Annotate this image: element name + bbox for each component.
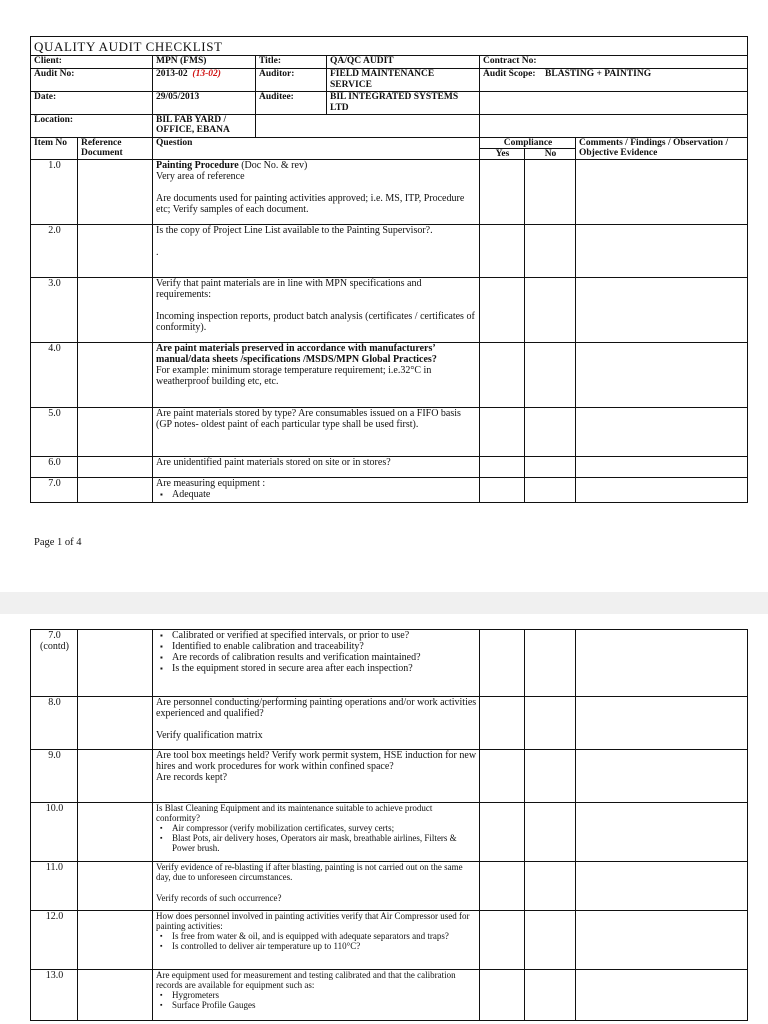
audit-scope: Audit Scope: BLASTING + PAINTING — [480, 69, 748, 92]
no-checkbox[interactable] — [525, 457, 576, 478]
question-cell: Painting Procedure (Doc No. & rev) Very area of reference Are documents used for painting activities approved; i.e. MS, ITP, Procedure etc; Verify samples of each document. — [153, 160, 480, 225]
reference-cell — [78, 970, 153, 1021]
comments-field[interactable] — [576, 478, 748, 503]
question-cell: Are paint materials preserved in accordance with manufacturers’ manual/data sheets /specifications /MSDS/MPN Global Practices? For example: minimum storage temperature requirement; i.e.32°C in weatherproof building etc, etc. — [153, 343, 480, 408]
date-label: Date: — [31, 92, 153, 115]
reference-cell — [78, 160, 153, 225]
yes-checkbox[interactable] — [480, 697, 525, 750]
comments-field[interactable] — [576, 630, 748, 697]
table-row — [31, 478, 748, 503]
table-row — [31, 457, 748, 478]
no-checkbox[interactable] — [525, 697, 576, 750]
col-yes: Yes — [480, 149, 525, 160]
item-number: 6.0 — [31, 457, 78, 478]
no-checkbox[interactable] — [525, 225, 576, 278]
table-row — [31, 862, 748, 911]
audit-no-label: Audit No: — [31, 69, 153, 92]
yes-checkbox[interactable] — [480, 630, 525, 697]
item-number: 5.0 — [31, 408, 78, 457]
item-number: 9.0 — [31, 750, 78, 803]
comments-field[interactable] — [576, 750, 748, 803]
table-row — [31, 750, 748, 803]
blank-cell — [256, 115, 480, 138]
question-cell: Are paint materials stored by type? Are consumables issued on a FIFO basis (GP notes- oldest paint of each particular type shall be used first). — [153, 408, 480, 457]
reference-cell — [78, 697, 153, 750]
yes-checkbox[interactable] — [480, 862, 525, 911]
auditee-value: BIL INTEGRATED SYSTEMS LTD — [327, 92, 480, 115]
item-number: 1.0 — [31, 160, 78, 225]
col-no: No — [525, 149, 576, 160]
audit-no-value: 2013-02 (13-02) — [153, 69, 256, 92]
yes-checkbox[interactable] — [480, 803, 525, 862]
reference-cell — [78, 478, 153, 503]
table-row — [31, 630, 748, 697]
no-checkbox[interactable] — [525, 862, 576, 911]
no-checkbox[interactable] — [525, 970, 576, 1021]
reference-cell — [78, 630, 153, 697]
item-number: 12.0 — [31, 911, 78, 970]
no-checkbox[interactable] — [525, 478, 576, 503]
audit-no-code: (13-02) — [192, 69, 221, 79]
yes-checkbox[interactable] — [480, 225, 525, 278]
auditor-value: FIELD MAINTENANCE SERVICE — [327, 69, 480, 92]
table-row — [31, 803, 748, 862]
table-row — [31, 160, 748, 225]
table-row — [31, 225, 748, 278]
reference-cell — [78, 343, 153, 408]
question-cell: Is the copy of Project Line List available to the Painting Supervisor?. . — [153, 225, 480, 278]
col-reference: Reference Document — [78, 138, 153, 160]
question-cell: Are tool box meetings held? Verify work permit system, HSE induction for new hires and work procedures for work within confined space? Are records kept? — [153, 750, 480, 803]
reference-cell — [78, 803, 153, 862]
table-row — [31, 408, 748, 457]
question-cell: Verify that paint materials are in line with MPN specifications and requirements: Incoming inspection reports, product batch analysis (certificates / certificates of conformity). — [153, 278, 480, 343]
table-row — [31, 697, 748, 750]
client-label: Client: — [31, 56, 153, 69]
yes-checkbox[interactable] — [480, 457, 525, 478]
location-value: BIL FAB YARD / OFFICE, EBANA — [153, 115, 256, 138]
question-cell: How does personnel involved in painting activities verify that Air Compressor used for painting activities: ▪ Is free from water & oil, and is equipped with adequate separators and traps? ▪ Is controlled to deliver air temperature up to 110°C? — [153, 911, 480, 970]
question-cell: Are measuring equipment : ▪ Adequate — [153, 478, 480, 503]
col-compliance: Compliance — [480, 138, 576, 149]
comments-field[interactable] — [576, 278, 748, 343]
reference-cell — [78, 278, 153, 343]
no-checkbox[interactable] — [525, 278, 576, 343]
comments-field[interactable] — [576, 225, 748, 278]
item-number: 7.0 (contd) — [31, 630, 78, 697]
question-cell: ▪ Calibrated or verified at specified intervals, or prior to use? ▪ Identified to enable calibration and traceability? ▪ Are records of calibration results and verification maintained? ▪ Is the equipment stored in secure area after each inspection? — [153, 630, 480, 697]
question-cell: Are equipment used for measurement and testing calibrated and that the calibration records are available for equipment such as: ▪ Hygrometers ▪ Surface Profile Gauges — [153, 970, 480, 1021]
reference-cell — [78, 225, 153, 278]
col-item-no: Item No — [31, 138, 78, 160]
comments-field[interactable] — [576, 803, 748, 862]
audit-checklist-table-page-2 — [30, 629, 748, 1021]
reference-cell — [78, 457, 153, 478]
no-checkbox[interactable] — [525, 750, 576, 803]
blank-cell — [480, 115, 748, 138]
comments-field[interactable] — [576, 862, 748, 911]
yes-checkbox[interactable] — [480, 750, 525, 803]
location-label: Location: — [31, 115, 153, 138]
comments-field[interactable] — [576, 160, 748, 225]
document-title: QUALITY AUDIT CHECKLIST — [31, 37, 748, 56]
comments-field[interactable] — [576, 697, 748, 750]
item-number: 4.0 — [31, 343, 78, 408]
comments-field[interactable] — [576, 408, 748, 457]
yes-checkbox[interactable] — [480, 478, 525, 503]
audit-checklist-table-page-1 — [30, 36, 748, 503]
item-number: 3.0 — [31, 278, 78, 343]
title-label: Title: — [256, 56, 327, 69]
yes-checkbox[interactable] — [480, 970, 525, 1021]
question-cell: Verify evidence of re-blasting if after blasting, painting is not carried out on the same day, due to unforeseen circumstances. Verify records of such occurrence? — [153, 862, 480, 911]
reference-cell — [78, 408, 153, 457]
table-row — [31, 970, 748, 1021]
item-number: 10.0 — [31, 803, 78, 862]
question-cell: Are unidentified paint materials stored on site or in stores? — [153, 457, 480, 478]
item-number: 2.0 — [31, 225, 78, 278]
item-number: 11.0 — [31, 862, 78, 911]
col-question: Question — [153, 138, 480, 160]
col-comments: Comments / Findings / Observation / Objective Evidence — [576, 138, 748, 160]
comments-field[interactable] — [576, 911, 748, 970]
comments-field[interactable] — [576, 343, 748, 408]
page-footer: Page 1 of 4 — [34, 537, 82, 548]
page-2 — [0, 614, 768, 1024]
question-cell: Are personnel conducting/performing painting operations and/or work activities experienced and qualified? Verify qualification matrix — [153, 697, 480, 750]
yes-checkbox[interactable] — [480, 160, 525, 225]
title-value: QA/QC AUDIT — [327, 56, 480, 69]
question-cell: Is Blast Cleaning Equipment and its maintenance suitable to achieve product conformity? ▪ Air compressor (verify mobilization certificates, survey certs; ▪ Blast Pots, air delivery hoses, Operators air mask, breathable airlines, Filters & Power brush. — [153, 803, 480, 862]
no-checkbox[interactable] — [525, 803, 576, 862]
auditor-label: Auditor: — [256, 69, 327, 92]
no-checkbox[interactable] — [525, 911, 576, 970]
reference-cell — [78, 862, 153, 911]
auditee-label: Auditee: — [256, 92, 327, 115]
client-value: MPN (FMS) — [153, 56, 256, 69]
yes-checkbox[interactable] — [480, 911, 525, 970]
table-row — [31, 278, 748, 343]
table-row — [31, 343, 748, 408]
no-checkbox[interactable] — [525, 343, 576, 408]
no-checkbox[interactable] — [525, 630, 576, 697]
yes-checkbox[interactable] — [480, 278, 525, 343]
date-value: 29/05/2013 — [153, 92, 256, 115]
yes-checkbox[interactable] — [480, 343, 525, 408]
item-number: 8.0 — [31, 697, 78, 750]
item-number: 13.0 — [31, 970, 78, 1021]
reference-cell — [78, 911, 153, 970]
item-number: 7.0 — [31, 478, 78, 503]
no-checkbox[interactable] — [525, 160, 576, 225]
no-checkbox[interactable] — [525, 408, 576, 457]
comments-field[interactable] — [576, 970, 748, 1021]
comments-field[interactable] — [576, 457, 748, 478]
reference-cell — [78, 750, 153, 803]
yes-checkbox[interactable] — [480, 408, 525, 457]
table-row — [31, 911, 748, 970]
blank-cell — [480, 92, 748, 115]
contract-label: Contract No: — [480, 56, 748, 69]
